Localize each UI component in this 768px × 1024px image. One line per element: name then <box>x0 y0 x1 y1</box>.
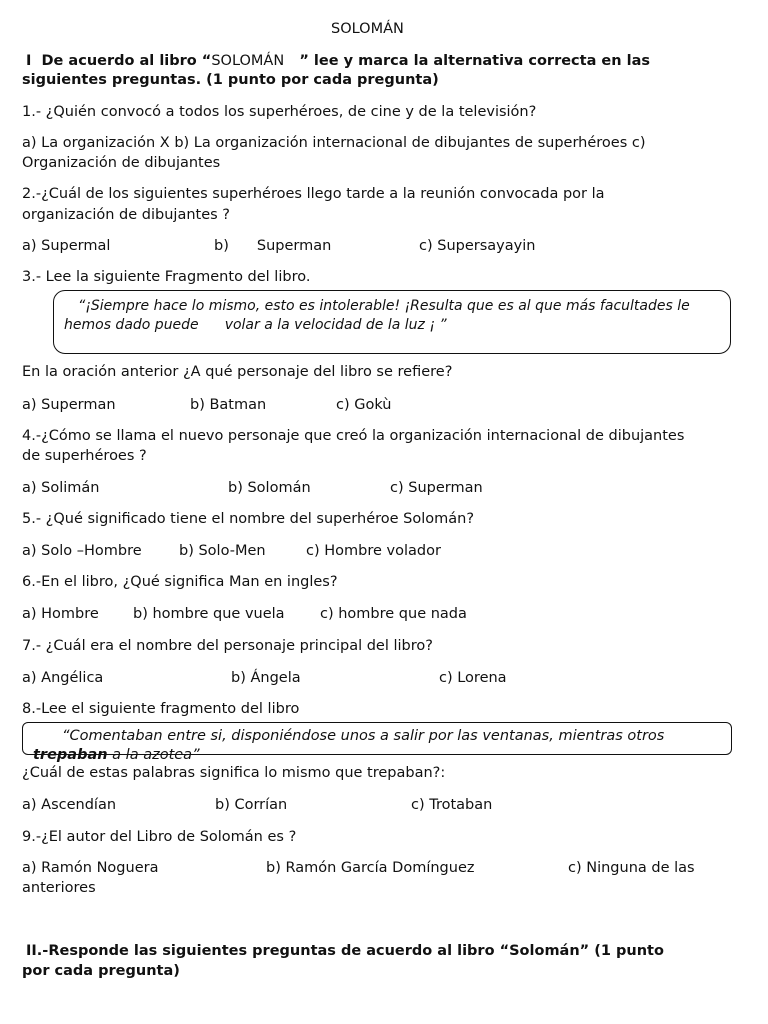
q2-option-b-text: Superman <box>256 238 332 254</box>
q7-option-c: c) Lorena <box>439 670 507 686</box>
section-1-heading-line2: siguientes preguntas. (1 punto por cada pregunta) <box>22 72 439 88</box>
q6-option-c: c) hombre que nada <box>320 606 467 622</box>
q8-quote-bold-word: trepaban <box>33 747 108 763</box>
q2-option-b <box>214 236 331 256</box>
section-2-heading-line1: II.-Responde las siguientes preguntas de acuerdo al libro “Solomán” (1 punto <box>26 943 664 959</box>
q3-quote-line2-b: volar a la velocidad de la luz ¡ ” <box>224 317 447 333</box>
q3-quote-line2-a: hemos dado puede <box>64 317 199 333</box>
q6-question: 6.-En el libro, ¿Qué significa Man en ingles? <box>22 574 338 590</box>
q6-option-b: b) hombre que vuela <box>133 606 285 622</box>
q3-option-a: a) Superman <box>22 397 116 413</box>
q9-option-a: a) Ramón Noguera <box>22 860 159 876</box>
section-1-roman: I <box>26 53 32 69</box>
q4-option-b: b) Solomán <box>228 480 311 496</box>
q2-question-line2: organización de dibujantes ? <box>22 207 230 223</box>
q3-question: En la oración anterior ¿A qué personaje del libro se refiere? <box>22 364 453 380</box>
q9-option-c-line2: anteriores <box>22 880 96 896</box>
q2-option-a: a) Supermal <box>22 238 111 254</box>
section-1-heading-line1 <box>26 51 650 71</box>
q8-question: ¿Cuál de estas palabras significa lo mismo que trepaban?: <box>22 765 446 781</box>
q9-question: 9.-¿El autor del Libro de Solomán es ? <box>22 829 297 845</box>
q8-option-c: c) Trotaban <box>411 797 493 813</box>
page-title: SOLOMÁN <box>331 21 404 37</box>
q4-option-a: a) Solimán <box>22 480 100 496</box>
q8-prompt: 8.-Lee el siguiente fragmento del libro <box>22 701 300 717</box>
q3-option-b: b) Batman <box>190 397 267 413</box>
q7-option-a: a) Angélica <box>22 670 104 686</box>
q3-quote-line2 <box>64 315 447 335</box>
q9-option-c: c) Ninguna de las <box>568 860 695 876</box>
q4-question-line2: de superhéroes ? <box>22 448 147 464</box>
q4-option-c: c) Superman <box>390 480 483 496</box>
q7-option-b: b) Ángela <box>231 670 301 686</box>
q9-option-b: b) Ramón García Domínguez <box>266 860 475 876</box>
q1-question: 1.- ¿Quién convocó a todos los superhéroes, de cine y de la televisión? <box>22 104 537 120</box>
q3-quote-line1: “¡Siempre hace lo mismo, esto es intolerable! ¡Resulta que es al que más facultades le <box>78 298 690 314</box>
q2-question-line1: 2.-¿Cuál de los siguientes superhéroes llego tarde a la reunión convocada por la <box>22 186 605 202</box>
q2-option-c: c) Supersayayin <box>419 238 536 254</box>
section-1-book-title: SOLOMÁN <box>211 53 285 69</box>
q5-option-b: b) Solo-Men <box>179 543 266 559</box>
q5-option-a: a) Solo –Hombre <box>22 543 142 559</box>
q7-question: 7.- ¿Cuál era el nombre del personaje principal del libro? <box>22 638 433 654</box>
q2-option-b-letter: b) <box>214 238 229 254</box>
q8-quote-line2-rest: a la azotea” <box>107 747 200 763</box>
q1-options-line2: Organización de dibujantes <box>22 155 221 171</box>
q8-quote-line2 <box>33 745 200 765</box>
section-1-text-pre: De acuerdo al libro “ <box>41 53 212 69</box>
section-1-text-post: ” lee y marca la alternativa correcta en las <box>299 53 651 69</box>
q5-option-c: c) Hombre volador <box>306 543 441 559</box>
q4-question-line1: 4.-¿Cómo se llama el nuevo personaje que creó la organización internacional de dibujantes <box>22 428 685 444</box>
q8-option-b: b) Corrían <box>215 797 288 813</box>
q6-option-a: a) Hombre <box>22 606 99 622</box>
q8-quote-line1: “Comentaban entre si, disponiéndose unos a salir por las ventanas, mientras otros <box>62 728 665 744</box>
q8-option-a: a) Ascendían <box>22 797 117 813</box>
section-2-heading-line2: por cada pregunta) <box>22 963 180 979</box>
q1-options-line1: a) La organización X b) La organización internacional de dibujantes de superhéroes c) <box>22 135 646 151</box>
q3-prompt: 3.- Lee la siguiente Fragmento del libro. <box>22 269 311 285</box>
q5-question: 5.- ¿Qué significado tiene el nombre del superhéroe Solomán? <box>22 511 475 527</box>
q3-option-c: c) Gokù <box>336 397 392 413</box>
